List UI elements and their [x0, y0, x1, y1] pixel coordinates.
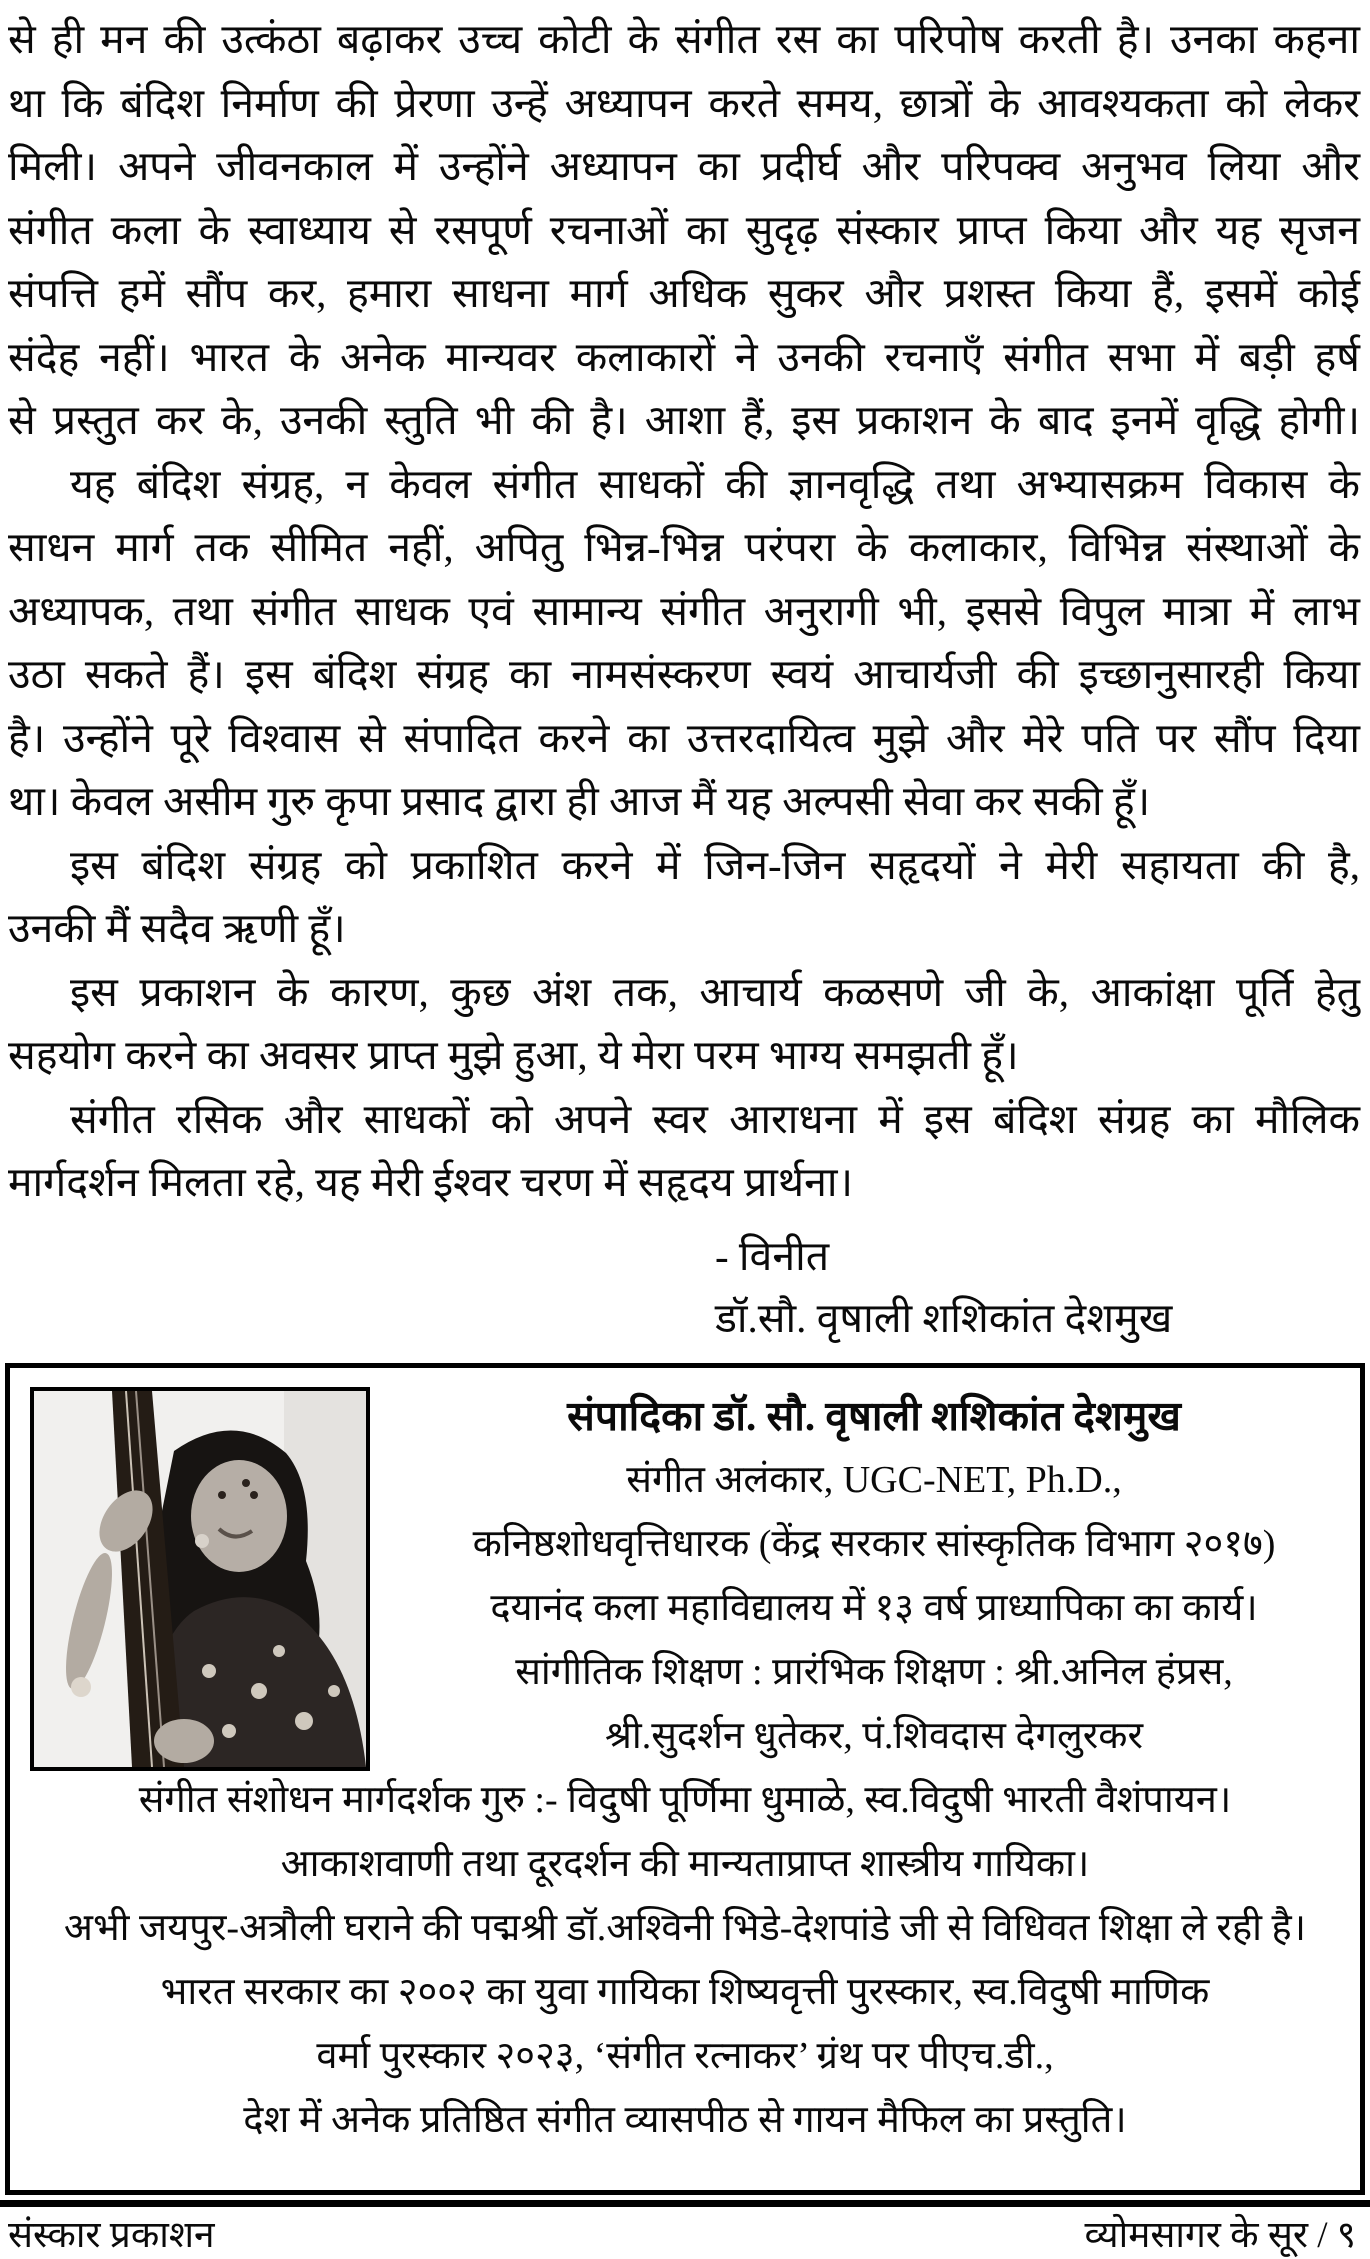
text-line: उनकी मैं सदैव ऋणी हूँ।: [8, 905, 346, 951]
signature-block: [715, 1225, 1370, 1349]
bio-line: देश में अनेक प्रतिष्ठित संगीत व्यासपीठ से गायन मैफिल का प्रस्तुति।: [243, 2098, 1127, 2141]
bio-line: सांगीतिक शिक्षण : प्रारंभिक शिक्षण : श्री.अनिल हंप्रस,: [515, 1650, 1233, 1693]
signature-salutation: - विनीत: [715, 1232, 830, 1279]
bio-line: भारत सरकार का २००२ का युवा गायिका शिष्यवृत्ती पुरस्कार, स्व.विदुषी माणिक: [160, 1970, 1210, 2013]
text-line: है। उन्होंने पूरे विश्वास से संपादित करने का उत्तरदायित्व मुझे और मेरे पति पर सौंप दिया: [8, 714, 1360, 761]
editor-photo-illustration: [34, 1391, 366, 1767]
text-line: यह बंदिश संग्रह, न केवल संगीत साधकों की ज्ञानवृद्धि तथा अभ्यासक्रम विकास के: [70, 460, 1360, 507]
bio-line: कनिष्ठशोधवृत्तिधारक (केंद्र सरकार सांस्कृतिक विभाग २०१७): [472, 1522, 1276, 1565]
text-line: था कि बंदिश निर्माण की प्रेरणा उन्हें अध्यापन करते समय, छात्रों के आवश्यकता को लेकर: [8, 79, 1360, 126]
text-line: इस प्रकाशन के कारण, कुछ अंश तक, आचार्य कळसणे जी के, आकांक्षा पूर्ति हेतु: [70, 968, 1360, 1015]
text-line: था। केवल असीम गुरु कृपा प्रसाद द्वारा ही आज मैं यह अल्पसी सेवा कर सकी हूँ।: [8, 778, 1151, 824]
editor-title-line: संपादिका डॉ. सौ. वृषाली शशिकांत देशमुख: [567, 1392, 1181, 1439]
bio-line: श्री.सुदर्शन धुतेकर, पं.शिवदास देगलुरकर: [604, 1714, 1143, 1757]
publisher-name: संस्कार प्रकाशन: [8, 2214, 215, 2256]
bio-text-beside-photo: [388, 1384, 1360, 1768]
text-line: संदेह नहीं। भारत के अनेक मान्यवर कलाकारों ने उनकी रचनाएँ संगीत सभा में बड़ी हर्ष: [8, 333, 1360, 380]
text-line: संगीत रसिक और साधकों को अपने स्वर आराधना में इस बंदिश संग्रह का मौलिक: [70, 1095, 1360, 1142]
text-line: साधन मार्ग तक सीमित नहीं, अपितु भिन्न-भिन्न परंपरा के कलाकार, विभिन्न संस्थाओं के: [8, 524, 1360, 570]
signature-name: डॉ.सौ. वृषाली शशिकांत देशमुख: [715, 1294, 1173, 1341]
text-line: संगीत कला के स्वाध्याय से रसपूर्ण रचनाओं का सुदृढ़ संस्कार प्राप्त किया और यह सृजन: [8, 206, 1360, 253]
footer-rule: [0, 2200, 1370, 2207]
page-footer: [0, 2207, 1370, 2259]
text-line: से प्रस्तुत कर के, उनकी स्तुति भी की है। आशा हैं, इस प्रकाशन के बाद इनमें वृद्धि होगी।: [8, 397, 1360, 443]
editor-photo: [30, 1387, 370, 1771]
bio-line: दयानंद कला महाविद्यालय में १३ वर्ष प्राध्यापिका का कार्य।: [490, 1586, 1258, 1629]
bio-text-full-width: [10, 1768, 1360, 2152]
bio-line: संगीत अलंकार, UGC-NET, Ph.D.,: [626, 1458, 1122, 1501]
lower-hand-shape: [154, 1719, 214, 1763]
bio-line: आकाशवाणी तथा दूरदर्शन की मान्यताप्राप्त शास्त्रीय गायिका।: [280, 1842, 1090, 1885]
bio-line: वर्मा पुरस्कार २०२३, ‘संगीत रत्नाकर’ ग्रंथ पर पीएच.डी.,: [316, 2034, 1054, 2077]
text-line: संपत्ति हमें सौंप कर, हमारा साधना मार्ग अधिक सुकर और प्रशस्त किया हैं, इसमें कोई: [8, 270, 1360, 316]
text-line: से ही मन की उत्कंठा बढ़ाकर उच्च कोटी के संगीत रस का परिपोष करती है। उनका कहना: [8, 16, 1360, 62]
earring-shape: [195, 1534, 209, 1548]
text-line: इस बंदिश संग्रह को प्रकाशित करने में जिन-जिन सहृदयों ने मेरी सहायता की है,: [70, 841, 1360, 888]
text-line: उठा सकते हैं। इस बंदिश संग्रह का नामसंस्करण स्वयं आचार्यजी की इच्छानुसारही किया: [8, 651, 1360, 697]
book-title-page-number: व्योमसागर के सूर / ९: [1084, 2214, 1356, 2256]
text-line: मार्गदर्शन मिलता रहे, यह मेरी ईश्वर चरण में सहृदय प्रार्थना।: [8, 1159, 854, 1205]
bio-line: संगीत संशोधन मार्गदर्शक गुरु :- विदुषी पूर्णिमा धुमाळे, स्व.विदुषी भारती वैशंपायन।: [138, 1778, 1232, 1821]
bracelet-shape: [71, 1677, 91, 1697]
text-line: सहयोग करने का अवसर प्राप्त मुझे हुआ, ये मेरा परम भाग्य समझती हूँ।: [8, 1032, 1019, 1078]
editor-bio-box: [5, 1363, 1365, 2195]
text-line: अध्यापक, तथा संगीत साधक एवं सामान्य संगीत अनुरागी भी, इससे विपुल मात्रा में लाभ: [8, 587, 1360, 634]
text-line: मिली। अपने जीवनकाल में उन्होंने अध्यापन का प्रदीर्घ और परिपक्व अनुभव लिया और: [8, 143, 1360, 189]
face-shape: [191, 1460, 287, 1572]
bio-line: अभी जयपुर-अत्रौली घराने की पद्मश्री डॉ.अश्विनी भिडे-देशपांडे जी से विधिवत शिक्षा ले रही है।: [63, 1906, 1307, 1949]
